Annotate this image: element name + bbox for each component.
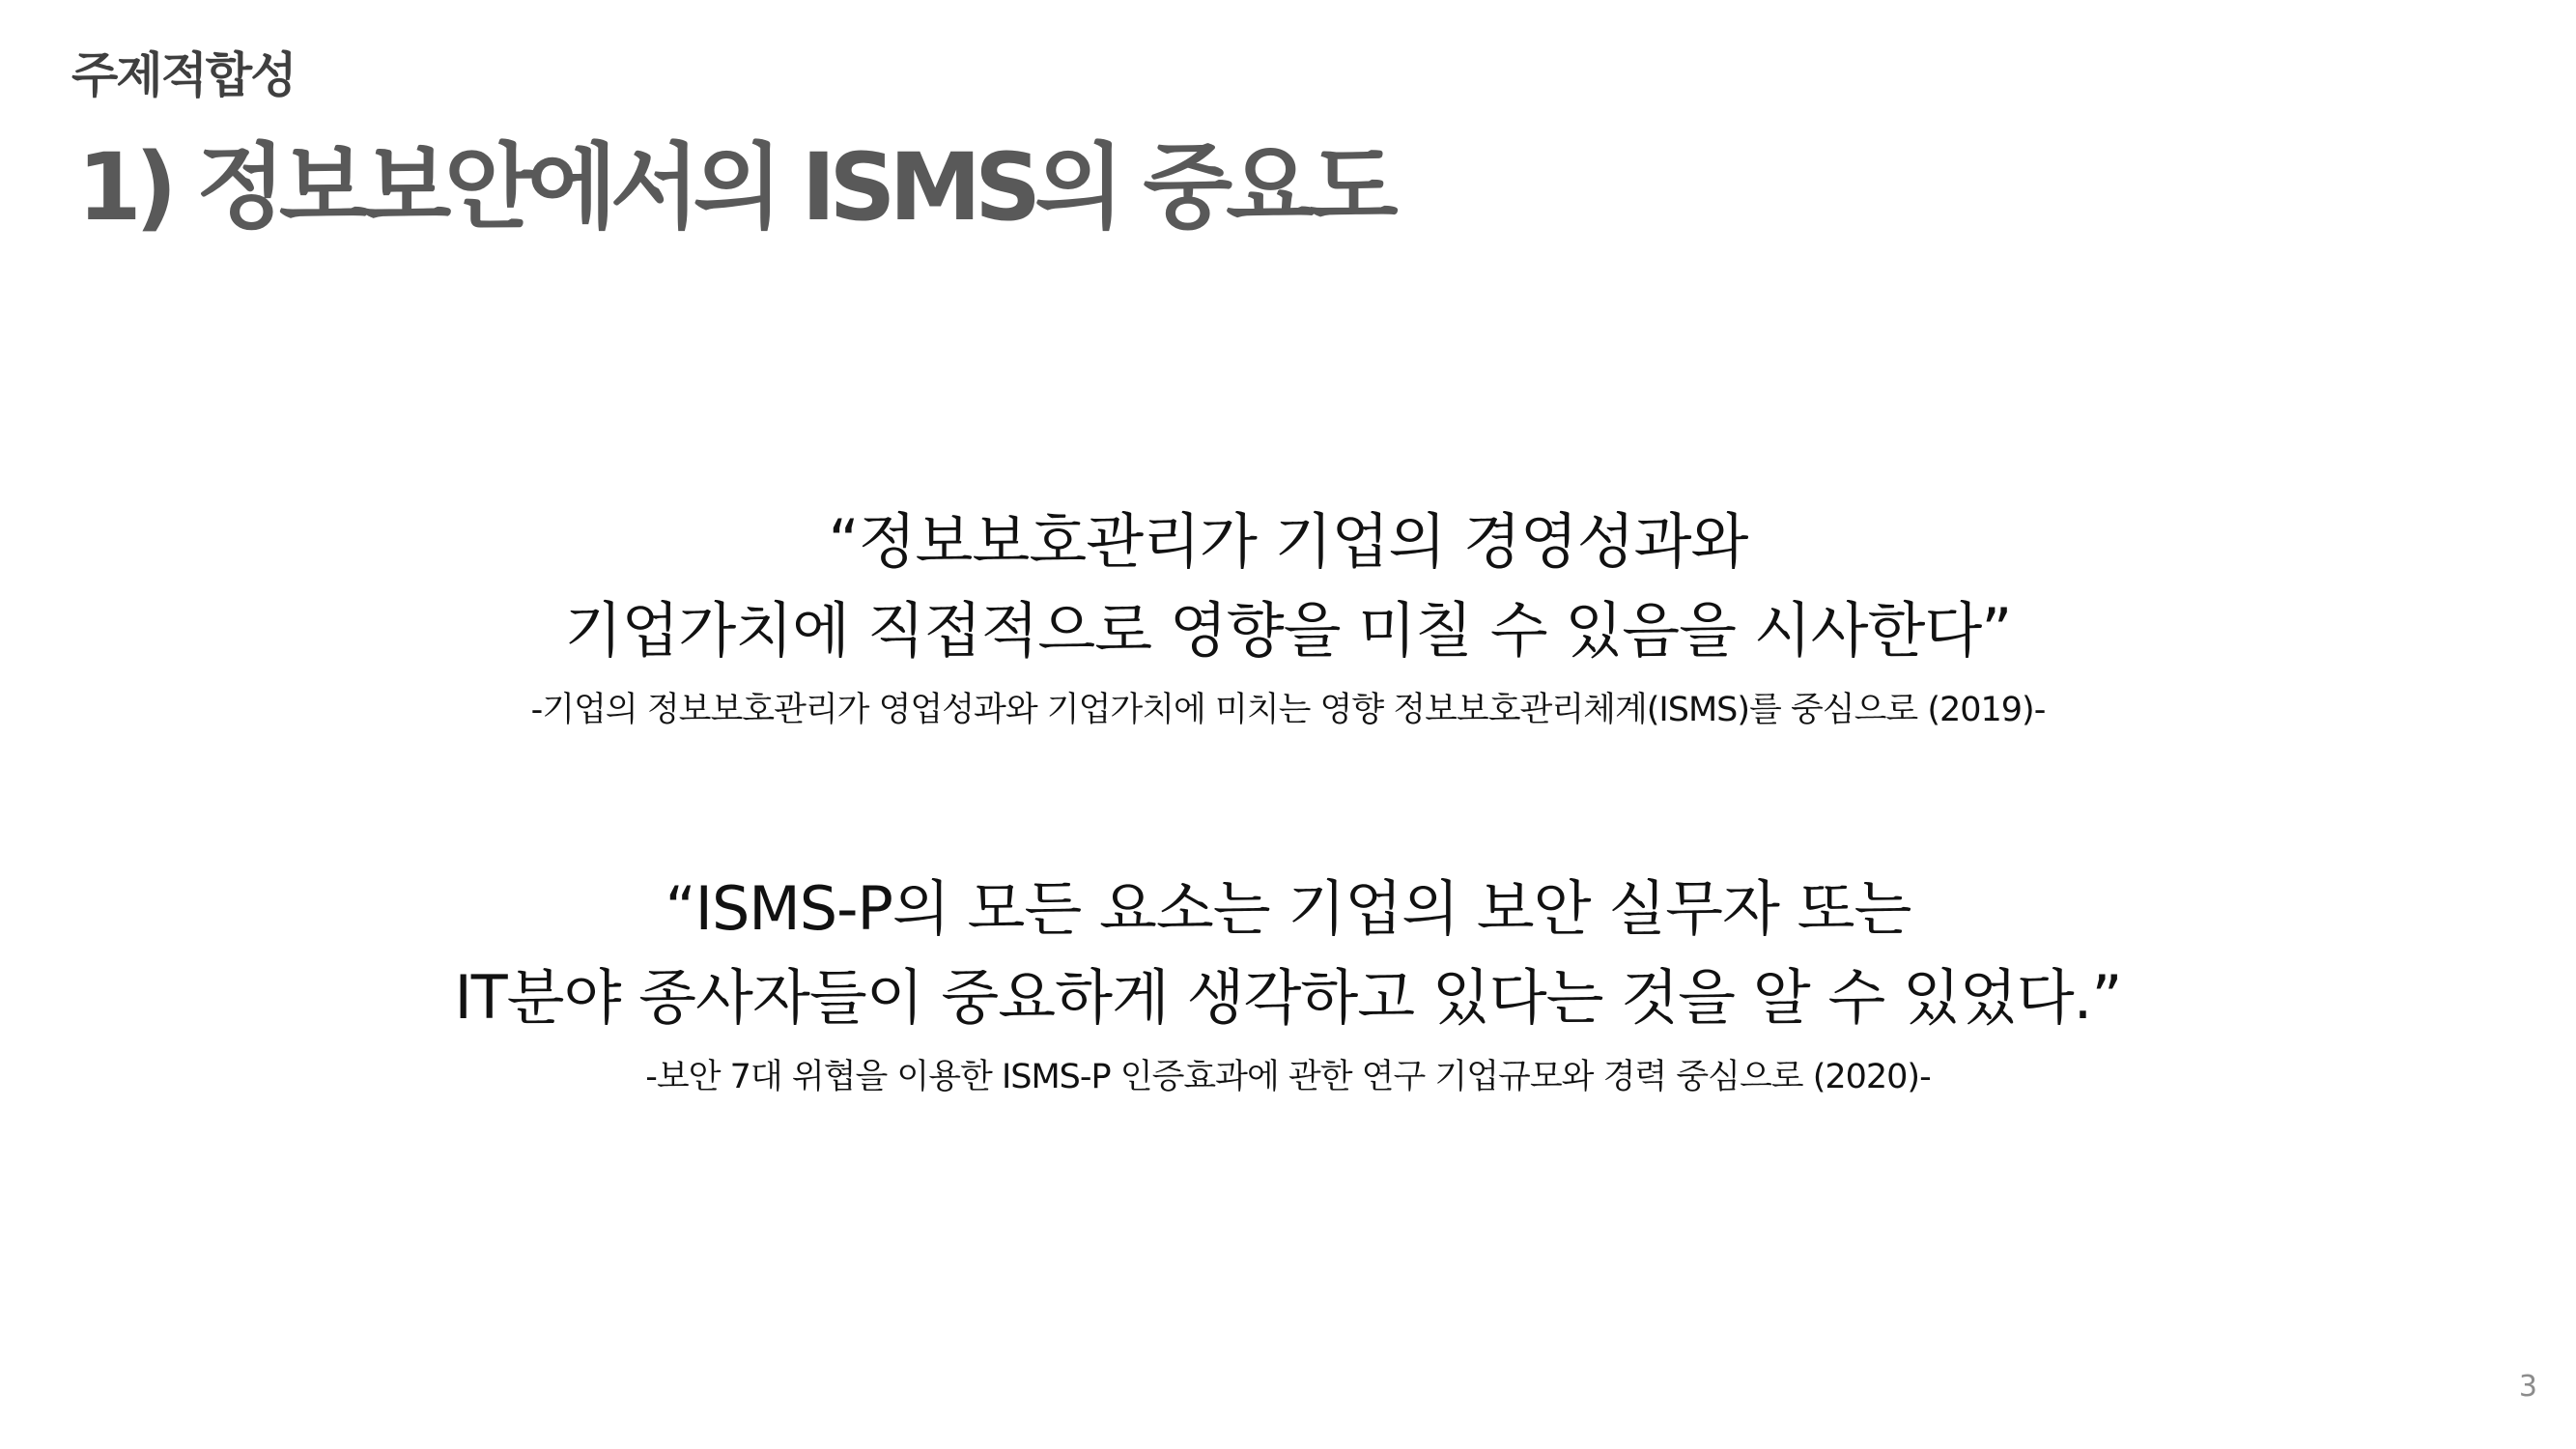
quote-line: “정보보호관리가 기업의 경영성과와 [828,506,1748,577]
quote-source: -보안 7대 위협을 이용한 ISMS-P 인증효과에 관한 연구 기업규모와 경력 중심으로 (2020)- [645,1058,1931,1096]
quote-block [0,497,2576,731]
quote-line: 기업가치에 직접적으로 영향을 미칠 수 있음을 시사한다” [564,595,2012,666]
quote-line: “ISMS-P의 모든 요소는 기업의 보안 실무자 또는 [665,873,1911,944]
page-number: 3 [2518,1370,2537,1404]
quote-source: -기업의 정보보호관리가 영업성과와 기업가치에 미치는 영향 정보보호관리체계(ISMS)를 중심으로 (2019)- [530,691,2046,729]
section-label: 주제적합성 [71,47,296,103]
quote-block [0,865,2576,1098]
slide-title: 1) 정보보안에서의 ISMS의 중요도 [77,133,1392,242]
quote-line: IT분야 종사자들이 중요하게 생각하고 있다는 것을 알 수 있었다.” [454,962,2122,1033]
